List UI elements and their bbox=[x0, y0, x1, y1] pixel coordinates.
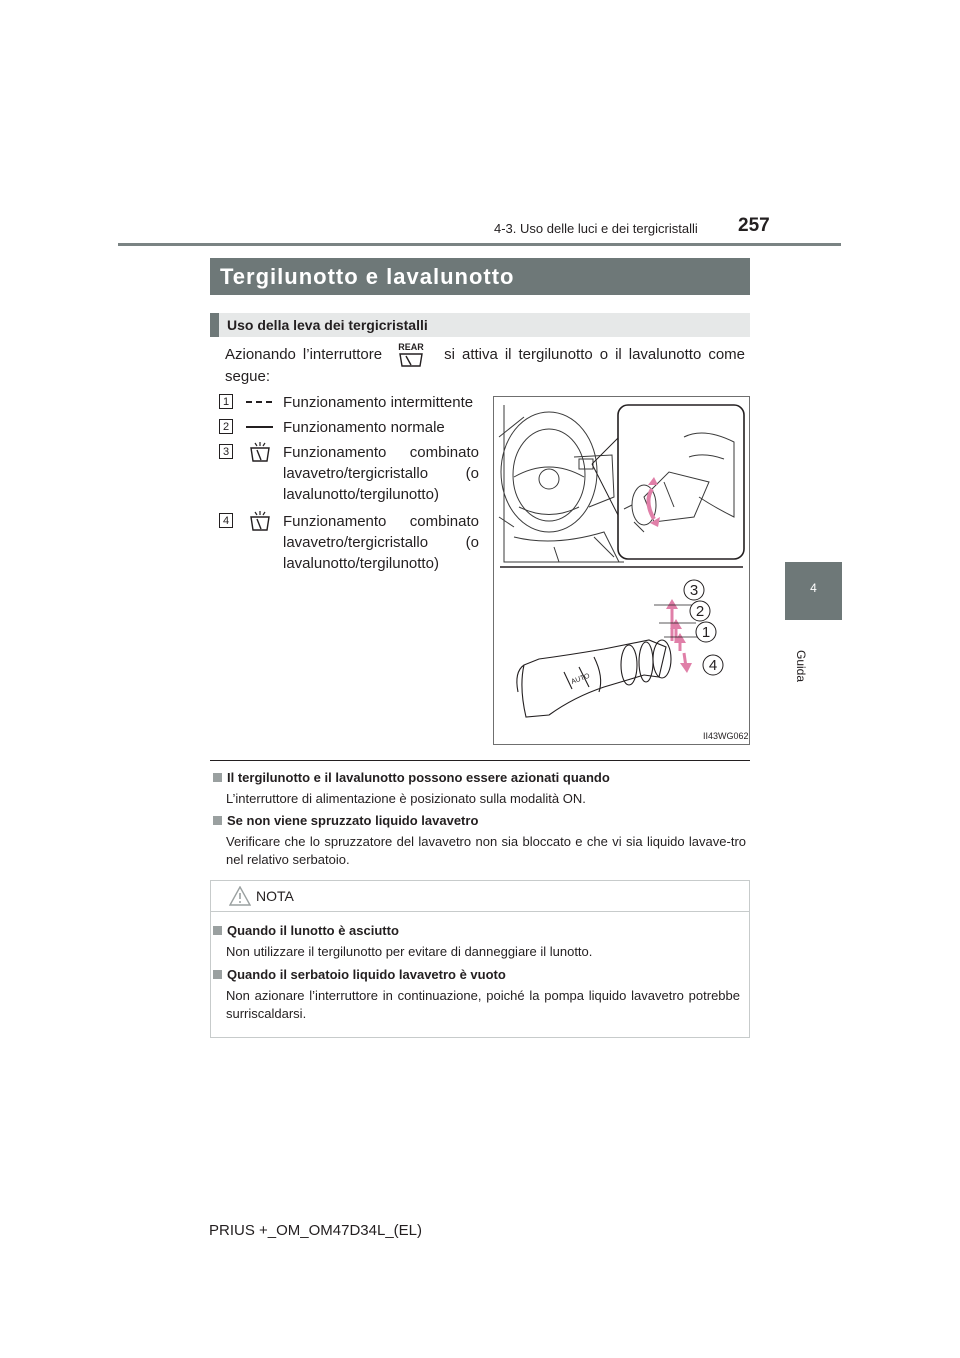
item-number: 4 bbox=[219, 513, 233, 528]
list-item bbox=[219, 392, 479, 414]
footer-model-code: PRIUS +_OM_OM47D34L_(EL) bbox=[209, 1222, 423, 1239]
callout-2: 2 bbox=[695, 603, 705, 620]
chapter-label: Guida bbox=[794, 650, 808, 683]
item-text: Funzionamento combinato lavavetro/tergicristallo (o lavalunotto/tergilunotto) bbox=[283, 444, 479, 503]
bullet-square-icon bbox=[213, 970, 222, 979]
intro-text-before: Azionando l’interruttore bbox=[225, 346, 383, 363]
caution-item-body: Non utilizzare il tergilunotto per evitare di danneggiare il lunotto. bbox=[226, 944, 593, 959]
section-separator bbox=[210, 760, 750, 761]
note-body: L’interruttore di alimentazione è posizionato sulla modalità ON. bbox=[226, 791, 586, 806]
item-number: 2 bbox=[219, 419, 233, 434]
intro-paragraph bbox=[225, 344, 745, 388]
direction-arrows bbox=[666, 599, 692, 673]
cockpit-drawing bbox=[499, 405, 624, 562]
note-heading: Se non viene spruzzato liquido lavavetro bbox=[213, 813, 478, 828]
item-text: Funzionamento combinato lavavetro/tergicristallo (o lavalunotto/tergilunotto) bbox=[283, 513, 479, 572]
caution-header bbox=[211, 881, 749, 912]
page-title: Tergilunotto e lavalunotto bbox=[210, 258, 750, 295]
intro-text-after: si attiva il tergilunotto o il lavalunotto come segue: bbox=[225, 346, 746, 385]
chapter-tab[interactable]: 4 bbox=[785, 562, 842, 620]
caution-title: NOTA bbox=[256, 888, 294, 904]
page-number: 257 bbox=[738, 215, 770, 236]
bullet-square-icon bbox=[213, 816, 222, 825]
bullet-square-icon bbox=[213, 773, 222, 782]
washer-icon bbox=[245, 442, 275, 463]
intermittent-dash-icon bbox=[245, 392, 275, 413]
subsection-title: Uso della leva dei tergicristalli bbox=[210, 313, 750, 337]
item-text: Funzionamento intermittente bbox=[283, 394, 474, 411]
callout-1: 1 bbox=[701, 624, 711, 641]
section-heading: 4-3. Uso delle luci e dei tergicristalli bbox=[494, 221, 698, 236]
header-rule bbox=[118, 243, 841, 246]
rear-switch-icon bbox=[389, 342, 437, 362]
caution-item-heading: Quando il lunotto è asciutto bbox=[213, 923, 399, 938]
callout-3: 3 bbox=[689, 582, 699, 599]
item-number: 1 bbox=[219, 394, 233, 409]
list-item bbox=[219, 417, 479, 439]
wiper-lever-illustration bbox=[493, 396, 750, 745]
list-item bbox=[219, 511, 479, 577]
caution-item-heading: Quando il serbatoio liquido lavavetro è vuoto bbox=[213, 967, 506, 982]
lever-drawing bbox=[517, 640, 671, 717]
list-item bbox=[219, 442, 479, 508]
callout-4: 4 bbox=[708, 657, 718, 674]
figure-code: II43WG062 bbox=[703, 731, 749, 741]
bullet-square-icon bbox=[213, 926, 222, 935]
rear-icon-label: REAR bbox=[398, 342, 424, 353]
washer-icon bbox=[245, 511, 275, 532]
lever-auto-label: AUTO bbox=[570, 672, 591, 686]
callout-markers bbox=[684, 580, 723, 675]
note-heading: Il tergilunotto e il lavalunotto possono essere azionati quando bbox=[213, 770, 610, 785]
caution-item-body: Non azionare l’interruttore in continuazione, poiché la pompa liquido lavavetro potrebbe surriscaldarsi. bbox=[226, 988, 740, 1021]
note-body: Verificare che lo spruzzatore del lavavetro non sia bloccato e che vi sia liquido lavave-tro nel relativo serbatoio. bbox=[226, 834, 746, 867]
item-text: Funzionamento normale bbox=[283, 419, 445, 436]
item-number: 3 bbox=[219, 444, 233, 459]
normal-line-icon bbox=[245, 417, 275, 438]
warning-triangle-icon bbox=[229, 886, 251, 906]
